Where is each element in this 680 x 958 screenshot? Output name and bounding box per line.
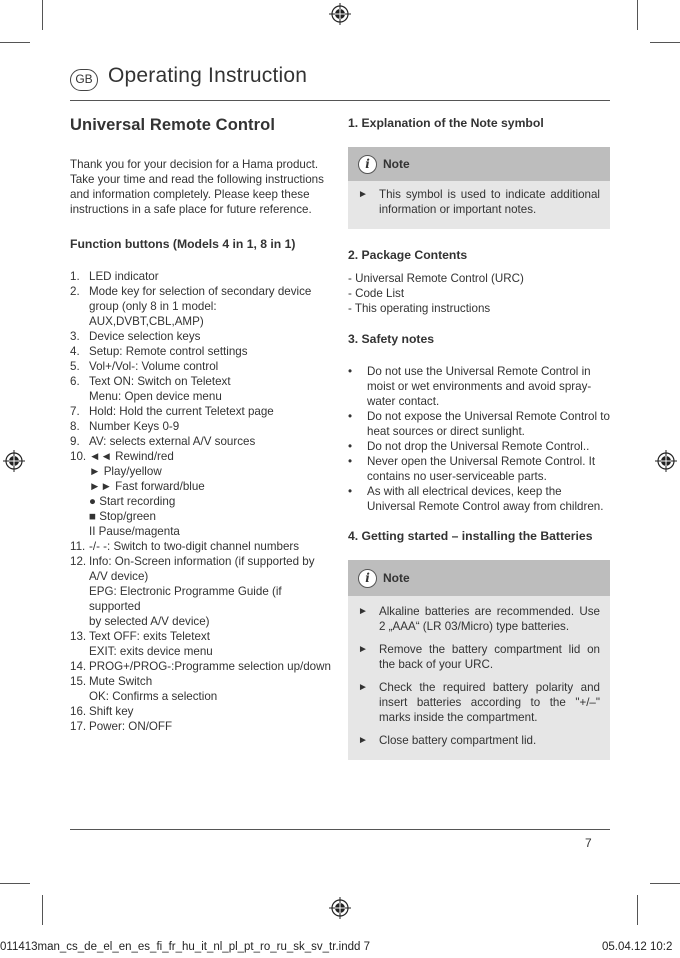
function-item	[70, 659, 332, 674]
note-body	[348, 181, 610, 229]
note-item	[358, 733, 600, 748]
function-text	[89, 359, 332, 374]
note-text: Alkaline batteries are recommended. Use 2 „AAA“ (LR 03/Micro) type batteries.	[379, 605, 600, 633]
function-text-line: LED indicator	[89, 270, 159, 283]
function-text	[89, 434, 332, 449]
language-badge: GB	[70, 69, 98, 91]
function-item	[70, 449, 332, 524]
safety-text: Do not use the Universal Remote Control in moist or wet environments and avoid spray-water contact.	[367, 365, 592, 408]
function-number	[70, 524, 89, 539]
print-slug-date: 05.04.12 10:2	[602, 941, 673, 953]
function-text-line: OK: Confirms a selection	[89, 690, 218, 703]
footer-divider	[70, 829, 610, 830]
safety-text: Do not expose the Universal Remote Control to heat sources or direct sunlight.	[367, 410, 610, 438]
note-header	[348, 147, 610, 181]
function-text	[89, 659, 332, 674]
function-number: 16.	[70, 705, 87, 718]
function-text	[89, 284, 332, 329]
function-text	[89, 554, 332, 629]
print-slug-filename: 011413man_cs_de_el_en_es_fi_fr_hu_it_nl_pl_pt_ro_ru_sk_sv_tr.indd 7	[0, 941, 370, 953]
function-number: 15.	[70, 675, 87, 688]
function-text	[89, 344, 332, 359]
safety-item	[348, 439, 610, 454]
function-text-line: ◄◄ Rewind/red	[89, 450, 174, 463]
note-label: Note	[383, 157, 410, 171]
right-column	[348, 116, 610, 760]
function-item	[70, 344, 332, 359]
page-title: Operating Instruction	[108, 64, 308, 87]
safety-item	[348, 484, 610, 514]
function-text-line: Menu: Open device menu	[89, 390, 222, 403]
note-item	[358, 604, 600, 634]
function-number: 3.	[70, 330, 80, 343]
function-text	[89, 719, 332, 734]
function-item	[70, 359, 332, 374]
function-text-line: EPG: Electronic Programme Guide (if supported	[89, 585, 282, 613]
crop-mark	[650, 42, 680, 43]
note-text: Check the required battery polarity and insert batteries according to the "+/–" marks inside the compartment.	[379, 681, 600, 724]
safety-notes-list	[348, 364, 610, 514]
note-text: Close battery compartment lid.	[379, 734, 537, 747]
package-item: - Universal Remote Control (URC)	[348, 272, 524, 285]
function-item	[70, 524, 332, 539]
bullet-icon: •	[348, 455, 353, 468]
crop-mark	[42, 0, 43, 30]
arrow-right-icon: ►	[358, 682, 368, 693]
left-column	[70, 116, 332, 734]
note-box	[348, 560, 610, 760]
function-text-line: by selected A/V device)	[89, 615, 210, 628]
arrow-right-icon: ►	[358, 606, 368, 617]
function-number: 14.	[70, 660, 87, 673]
registration-mark-icon	[329, 3, 351, 25]
crop-mark	[0, 883, 30, 884]
function-item	[70, 404, 332, 419]
arrow-right-icon: ►	[358, 735, 368, 746]
note-text: This symbol is used to indicate additional information or important notes.	[379, 188, 600, 216]
function-text	[89, 539, 332, 554]
note-text: Remove the battery compartment lid on the back of your URC.	[379, 643, 600, 671]
safety-item	[348, 454, 610, 484]
function-text	[89, 524, 332, 539]
function-text-line: -/- -: Switch to two-digit channel numbers	[89, 540, 300, 553]
safety-item	[348, 364, 610, 409]
function-item	[70, 419, 332, 434]
function-number: 11.	[70, 540, 86, 553]
bullet-icon: •	[348, 365, 353, 378]
note-item	[358, 642, 600, 672]
function-text-line: ● Start recording	[89, 495, 176, 508]
function-text	[89, 419, 332, 434]
arrow-right-icon: ►	[358, 644, 368, 655]
function-text	[89, 374, 332, 404]
note-box	[348, 147, 610, 229]
function-text-line: Info: On-Screen information (if supported by	[89, 555, 315, 568]
info-icon: i	[358, 569, 377, 588]
function-number: 9.	[70, 435, 80, 448]
note-label: Note	[383, 571, 410, 585]
arrow-right-icon: ►	[358, 189, 368, 200]
function-number: 17.	[70, 720, 87, 733]
function-buttons-heading: Function buttons (Models 4 in 1, 8 in 1)	[70, 237, 296, 251]
function-item	[70, 539, 332, 554]
function-text-line: Number Keys 0-9	[89, 420, 180, 433]
bullet-icon: •	[348, 410, 353, 423]
registration-mark-icon	[655, 450, 677, 472]
function-text-line: ►► Fast forward/blue	[89, 480, 205, 493]
function-text-line: EXIT: exits device menu	[89, 645, 213, 658]
registration-mark-icon	[3, 450, 25, 472]
crop-mark	[637, 0, 638, 30]
bullet-icon: •	[348, 440, 353, 453]
function-item	[70, 704, 332, 719]
crop-mark	[637, 895, 638, 925]
function-text-line: Device selection keys	[89, 330, 201, 343]
package-contents-heading: 2. Package Contents	[348, 248, 468, 262]
function-text-line: Hold: Hold the current Teletext page	[89, 405, 274, 418]
function-text-line: ► Play/yellow	[89, 465, 162, 478]
function-number: 2.	[70, 285, 80, 298]
function-number: 13.	[70, 630, 87, 643]
function-text	[89, 704, 332, 719]
bullet-icon: •	[348, 485, 353, 498]
function-number: 4.	[70, 345, 80, 358]
function-item	[70, 284, 332, 329]
function-item	[70, 674, 332, 704]
function-item	[70, 434, 332, 449]
function-item	[70, 329, 332, 344]
function-text	[89, 674, 332, 704]
function-text-line: Setup: Remote control settings	[89, 345, 248, 358]
package-item: - This operating instructions	[348, 302, 491, 315]
function-number: 10.	[70, 450, 87, 463]
note-header	[348, 560, 610, 596]
function-text-line: group (only 8 in 1 model: AUX,DVBT,CBL,AMP)	[89, 300, 217, 328]
function-text	[89, 629, 332, 659]
function-text-line: Text OFF: exits Teletext	[89, 630, 210, 643]
function-text-line: AV: selects external A/V sources	[89, 435, 256, 448]
crop-mark	[650, 883, 680, 884]
page-header	[70, 64, 610, 102]
document-title: Universal Remote Control	[70, 116, 276, 134]
function-number: 6.	[70, 375, 80, 388]
safety-text: Never open the Universal Remote Control. It contains no user-serviceable parts.	[367, 455, 596, 483]
note-symbol-heading: 1. Explanation of the Note symbol	[348, 116, 544, 130]
function-text-line: Text ON: Switch on Teletext	[89, 375, 231, 388]
intro-paragraph: Thank you for your decision for a Hama product. Take your time and read the following instructions and information completely. Please keep these instructions in a safe place for future reference.	[70, 158, 324, 216]
crop-mark	[42, 895, 43, 925]
function-text-line: PROG+/PROG-:Programme selection up/down	[89, 660, 331, 673]
safety-notes-heading: 3. Safety notes	[348, 332, 435, 346]
note-item	[358, 187, 600, 217]
safety-text: Do not drop the Universal Remote Control..	[367, 440, 590, 453]
function-text	[89, 404, 332, 419]
function-item	[70, 554, 332, 629]
page-number: 7	[585, 836, 592, 850]
function-buttons-list	[70, 269, 332, 734]
package-contents-list	[348, 271, 610, 316]
note-item	[358, 680, 600, 725]
function-text	[89, 269, 332, 284]
function-text-line: II Pause/magenta	[89, 525, 180, 538]
safety-item	[348, 409, 610, 439]
function-item	[70, 719, 332, 734]
function-text-line: A/V device)	[89, 570, 149, 583]
function-text-line: Mode key for selection of secondary device	[89, 285, 312, 298]
package-item: - Code List	[348, 287, 405, 300]
function-text-line: Vol+/Vol-: Volume control	[89, 360, 219, 373]
function-text	[89, 449, 332, 524]
function-text-line: Shift key	[89, 705, 134, 718]
function-number: 1.	[70, 270, 80, 283]
function-item	[70, 374, 332, 404]
function-item	[70, 629, 332, 659]
function-number: 8.	[70, 420, 80, 433]
note-body	[348, 596, 610, 760]
function-text-line: ■ Stop/green	[89, 510, 156, 523]
function-text	[89, 329, 332, 344]
crop-mark	[0, 42, 30, 43]
safety-text: As with all electrical devices, keep the Universal Remote Control away from children.	[367, 485, 604, 513]
info-icon: i	[358, 155, 377, 174]
batteries-heading: 4. Getting started – installing the Batteries	[348, 529, 593, 543]
function-text-line: Mute Switch	[89, 675, 153, 688]
function-number: 5.	[70, 360, 80, 373]
registration-mark-icon	[329, 897, 351, 919]
function-item	[70, 269, 332, 284]
header-divider	[70, 100, 610, 101]
function-number: 7.	[70, 405, 80, 418]
function-text-line: Power: ON/OFF	[89, 720, 173, 733]
function-number: 12.	[70, 555, 87, 568]
